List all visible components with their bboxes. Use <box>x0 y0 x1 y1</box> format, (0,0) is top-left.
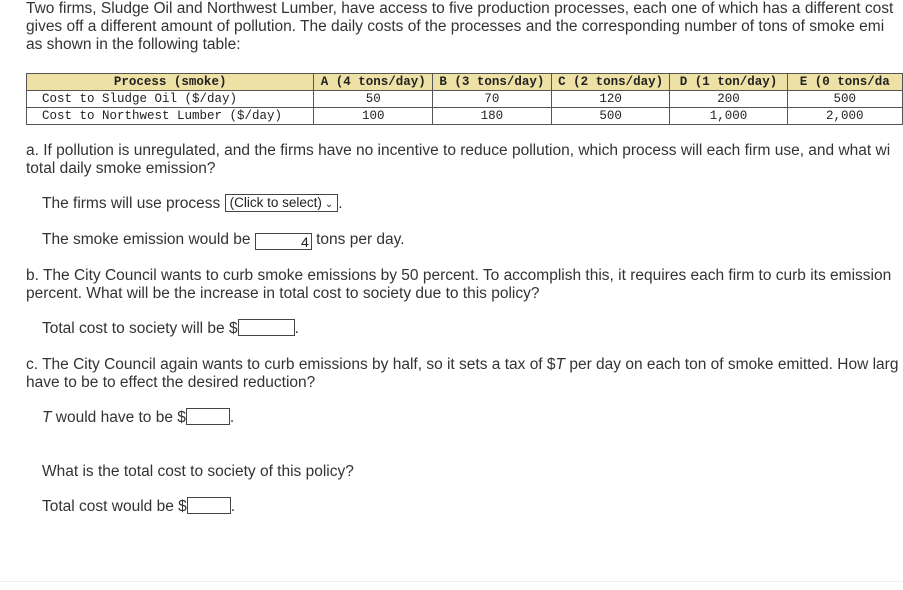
question-c-line-1 <box>26 356 898 374</box>
table-cell: 100 <box>314 108 433 125</box>
intro-line-1: Two firms, Sludge Oil and Northwest Lumber, have access to five production processes, each one of which has a different cost <box>26 0 894 17</box>
header-e: E (0 tons/da <box>787 74 902 91</box>
header-b: B (3 tons/day) <box>433 74 552 91</box>
intro-paragraph <box>26 0 903 54</box>
question-c <box>26 356 898 392</box>
table-cell: 70 <box>433 91 552 108</box>
tax-suffix: . <box>229 409 235 426</box>
question-a-line-2: total daily smoke emission? <box>26 160 216 177</box>
question-c-line-2: have to be to effect the desired reduction? <box>26 374 316 391</box>
question-a-line-1: a. If pollution is unregulated, and the firms have no incentive to reduce pollution, which process will each firm use, and what wi <box>26 142 891 159</box>
total-cost-suffix: . <box>294 320 299 337</box>
process-select[interactable] <box>225 194 339 212</box>
tax-total-cost-answer-line <box>42 497 235 517</box>
question-c-variable: T <box>555 356 566 373</box>
question-b-line-1: b. The City Council wants to curb smoke emissions by 50 percent. To accomplish this, it requires each firm to curb its emission <box>26 267 892 284</box>
process-answer-line <box>42 194 343 214</box>
process-select-label: (Click to select) <box>229 195 322 210</box>
emission-prefix: The smoke emission would be <box>42 231 251 248</box>
question-c-text-a: c. The City Council again wants to curb emissions by half, so it sets a tax of $ <box>26 356 556 373</box>
question-a <box>26 142 890 178</box>
process-suffix: . <box>338 195 343 212</box>
tax-input[interactable] <box>186 408 230 425</box>
emission-suffix: tons per day. <box>316 231 405 248</box>
cost-question: What is the total cost to society of this policy? <box>42 463 354 480</box>
table-cell: 50 <box>314 91 433 108</box>
header-process: Process (smoke) <box>27 74 314 91</box>
tax-prefix: would have to be $ <box>51 409 186 426</box>
row-label: Cost to Northwest Lumber ($/day) <box>27 108 314 125</box>
table-row <box>27 108 903 125</box>
intro-line-2: gives off a different amount of pollution. The daily costs of the processes and the corresponding number of tons of smoke emi <box>26 18 885 35</box>
question-b-line-2: percent. What will be the increase in total cost to society due to this policy? <box>26 285 540 302</box>
tax-total-cost-input[interactable] <box>187 497 231 514</box>
table-header-row <box>27 74 903 91</box>
intro-line-3: as shown in the following table: <box>26 36 241 53</box>
emission-answer-line <box>42 230 405 250</box>
table-cell: 200 <box>670 91 787 108</box>
process-cost-table <box>26 73 903 125</box>
total-cost-prefix: Total cost to society will be $ <box>42 320 238 337</box>
total-cost-input[interactable] <box>238 319 295 336</box>
header-c: C (2 tons/day) <box>551 74 670 91</box>
table-cell: 500 <box>551 108 670 125</box>
tax-total-cost-suffix: . <box>230 498 236 515</box>
header-d: D (1 ton/day) <box>670 74 787 91</box>
emission-input[interactable]: 4 <box>255 233 312 250</box>
divider <box>0 581 903 582</box>
table-cell: 180 <box>433 108 552 125</box>
question-b <box>26 267 891 303</box>
table-cell: 120 <box>551 91 670 108</box>
tax-variable: T <box>42 409 52 426</box>
tax-total-cost-prefix: Total cost would be $ <box>42 498 187 515</box>
question-c-text-b: per day on each ton of smoke emitted. How larg <box>565 356 899 373</box>
table-row <box>27 91 903 108</box>
table-cell: 1,000 <box>670 108 787 125</box>
chevron-down-icon: ⌄ <box>324 199 334 210</box>
header-a: A (4 tons/day) <box>314 74 433 91</box>
row-label: Cost to Sludge Oil ($/day) <box>27 91 314 108</box>
table-cell: 2,000 <box>787 108 902 125</box>
tax-answer-line <box>42 408 234 428</box>
table-cell: 500 <box>787 91 902 108</box>
total-cost-answer-line <box>42 319 299 339</box>
process-prefix: The firms will use process <box>42 195 221 212</box>
